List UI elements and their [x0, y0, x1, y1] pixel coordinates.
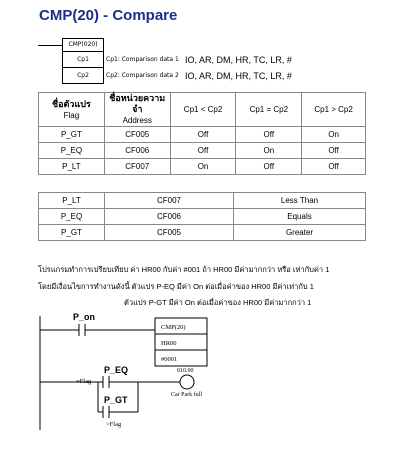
cell: CF006 [104, 143, 170, 159]
cell: P_GT [39, 225, 105, 241]
operand-cp2-types: IO, AR, DM, HR, TC, LR, # [185, 71, 292, 81]
cell: Greater [234, 225, 366, 241]
cell: P_GT [39, 127, 105, 143]
cell: P_EQ [39, 209, 105, 225]
page-title: CMP(20) - Compare [39, 7, 178, 24]
operand-cp2-description: Cp2: Comparison data 2 [106, 72, 179, 79]
contact-p-gt-label: P_GT [104, 395, 128, 405]
header-greater: Cp1 > Cp2 [302, 93, 366, 127]
input-line [38, 45, 62, 46]
instruction-symbol [38, 36, 398, 88]
header-address: ชื่อหน่วยความจำ Address [104, 93, 170, 127]
cell: Off [236, 159, 302, 175]
flag-table [38, 92, 366, 175]
flag-meaning-table [38, 192, 366, 241]
equal-flag-label: =Flag [76, 378, 92, 385]
table-row [39, 127, 366, 143]
cell: Less Than [234, 193, 366, 209]
cell: CF007 [104, 159, 170, 175]
cell: Equals [234, 209, 366, 225]
instruction-mnemonic: CMP(020) [62, 38, 104, 52]
cell: P_LT [39, 193, 105, 209]
flag-table-header [39, 93, 366, 127]
cell: On [170, 159, 236, 175]
cell: CF005 [105, 225, 234, 241]
table-row [39, 159, 366, 175]
header-equal: Cp1 = Cp2 [236, 93, 302, 127]
cell: Off [236, 127, 302, 143]
contact-p-on-label: P_on [73, 312, 96, 322]
coil-output [180, 375, 194, 389]
operand-cp1-label: Cp1 [62, 52, 104, 68]
cell: Off [302, 159, 366, 175]
description-line-3: ตัวแปร P-GT มีค่า On ต่อเมื่อค่าของ HR00 มีค่ามากกว่า 1 [124, 298, 312, 307]
coil-name: Car Park full [171, 392, 202, 398]
header-flag: ชื่อตัวแปร Flag [39, 93, 105, 127]
cell: Off [170, 143, 236, 159]
cell: Off [302, 143, 366, 159]
cmp-box-operand-2: #0001 [161, 356, 178, 363]
cell: On [302, 127, 366, 143]
cmp-box-mnemonic: CMP(20) [161, 324, 186, 331]
header-less: Cp1 < Cp2 [170, 93, 236, 127]
table-row [39, 143, 366, 159]
cell: P_LT [39, 159, 105, 175]
coil-address: 010.00 [177, 368, 194, 374]
cell: P_EQ [39, 143, 105, 159]
contact-p-eq-label: P_EQ [104, 365, 129, 375]
description-line-2: โดยมีเงื่อนไขการทำงานดังนี้ ตัวแปร P-EQ มีค่า On ต่อเมื่อค่าของ HR00 มีค่าเท่ากับ 1 [38, 282, 314, 291]
operand-cp2-label: Cp2 [62, 68, 104, 84]
cell: Off [170, 127, 236, 143]
ladder-diagram [0, 300, 408, 450]
operand-cp1-description: Cp1: Comparison data 1 [106, 56, 179, 63]
description-line-1: โปรแกรมทำการเปรียบเทียบ ค่า HR00 กับค่า #001 ถ้า HR00 มีค่ามากกว่า หรือ เท่ากับค่า 1 [38, 265, 330, 274]
table-row [39, 193, 366, 209]
cell: On [236, 143, 302, 159]
cmp-box-operand-1: HR00 [161, 340, 177, 347]
cell: CF007 [105, 193, 234, 209]
operand-cp1-types: IO, AR, DM, HR, TC, LR, # [185, 55, 292, 65]
greater-flag-label: >Flag [106, 421, 122, 428]
table-row [39, 209, 366, 225]
table-row [39, 225, 366, 241]
cell: CF005 [104, 127, 170, 143]
cell: CF006 [105, 209, 234, 225]
